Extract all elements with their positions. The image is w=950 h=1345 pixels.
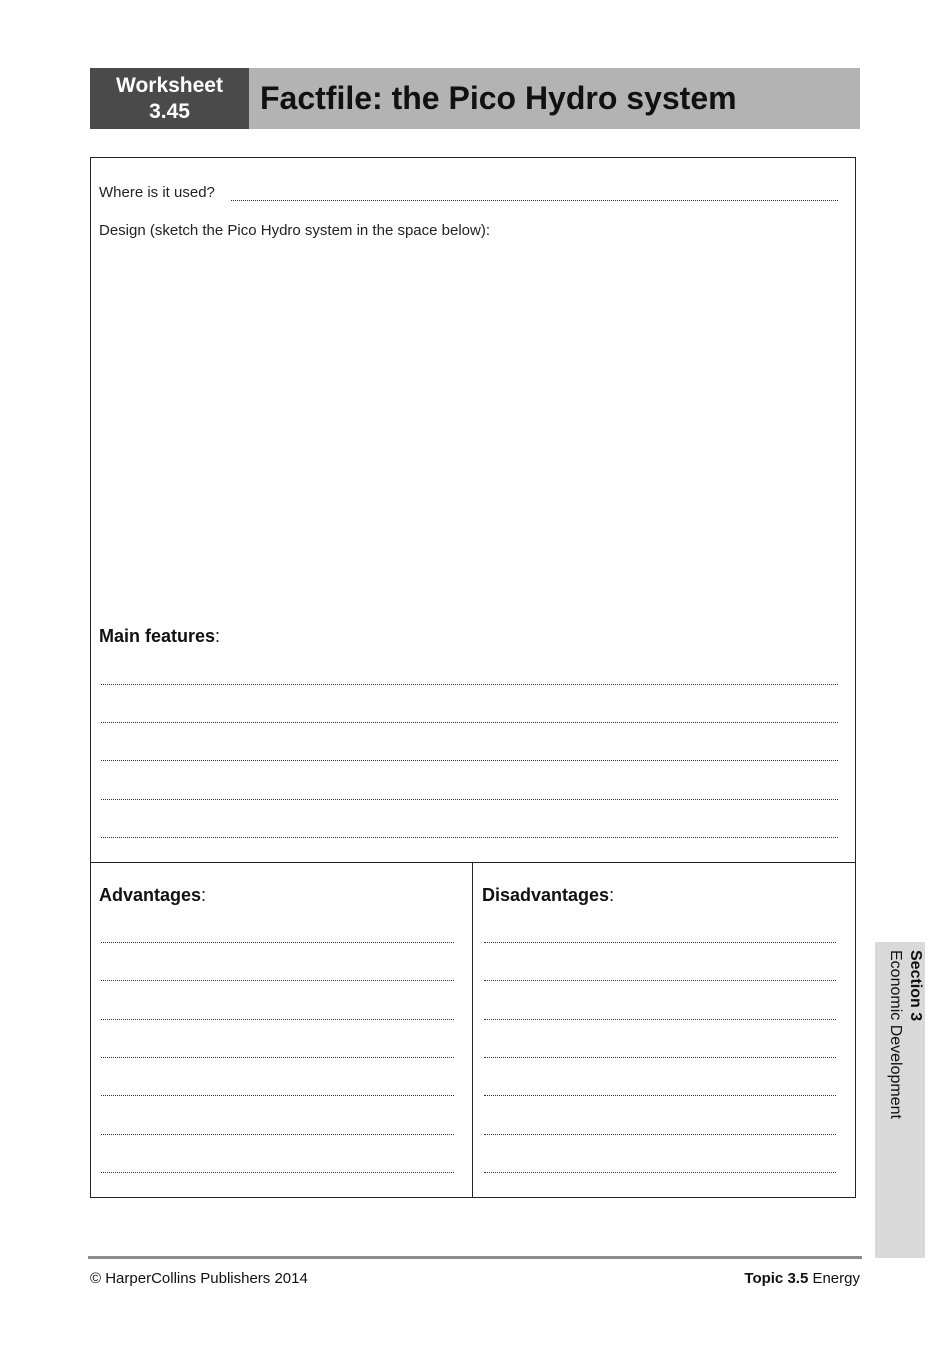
section-side-tab: [875, 942, 925, 1258]
section-subtitle: Economic Development: [887, 950, 904, 1119]
topic-name: Energy: [808, 1270, 860, 1287]
features-answer-line[interactable]: [101, 799, 838, 800]
disadvantages-answer-line[interactable]: [484, 1057, 836, 1058]
topic-label: [744, 1270, 860, 1287]
features-answer-line[interactable]: [101, 760, 838, 761]
disadvantages-answer-line[interactable]: [484, 942, 836, 943]
features-answer-line[interactable]: [101, 722, 838, 723]
disadvantages-answer-line[interactable]: [484, 1134, 836, 1135]
section-number: Section 3: [907, 950, 924, 1022]
sketch-area[interactable]: [99, 248, 845, 618]
disadvantages-answer-line[interactable]: [484, 1095, 836, 1096]
worksheet-header: [90, 68, 860, 129]
disadvantages-heading: Disadvantages:: [482, 885, 615, 905]
advantages-heading: Advantages:: [99, 885, 207, 905]
main-features-heading: Main features:: [99, 626, 221, 646]
worksheet-badge: [90, 68, 249, 129]
advantages-answer-line[interactable]: [101, 1134, 454, 1135]
topic-number: Topic 3.5: [744, 1270, 809, 1287]
section-side-text: [885, 950, 925, 1119]
design-label: Design (sketch the Pico Hydro system in the space below):: [99, 222, 491, 239]
badge-label: Worksheet: [116, 73, 223, 97]
page-title: Factfile: the Pico Hydro system: [260, 80, 737, 116]
title-bar: [249, 68, 860, 129]
advantages-answer-line[interactable]: [101, 1095, 454, 1096]
where-used-answer-line[interactable]: [231, 200, 838, 201]
where-used-label: Where is it used?: [99, 184, 215, 201]
copyright-notice: © HarperCollins Publishers 2014: [90, 1270, 308, 1287]
advantages-answer-line[interactable]: [101, 980, 454, 981]
pros-cons-box: [90, 862, 856, 1198]
badge-number: 3.45: [149, 99, 190, 123]
advantages-answer-line[interactable]: [101, 1172, 454, 1173]
features-answer-line[interactable]: [101, 837, 838, 838]
footer-divider: [88, 1256, 862, 1259]
features-answer-line[interactable]: [101, 684, 838, 685]
disadvantages-answer-line[interactable]: [484, 980, 836, 981]
disadvantages-answer-line[interactable]: [484, 1172, 836, 1173]
factfile-box: [90, 157, 856, 863]
disadvantages-answer-line[interactable]: [484, 1019, 836, 1020]
column-divider: [472, 862, 473, 1197]
advantages-answer-line[interactable]: [101, 942, 454, 943]
advantages-answer-line[interactable]: [101, 1057, 454, 1058]
advantages-answer-line[interactable]: [101, 1019, 454, 1020]
